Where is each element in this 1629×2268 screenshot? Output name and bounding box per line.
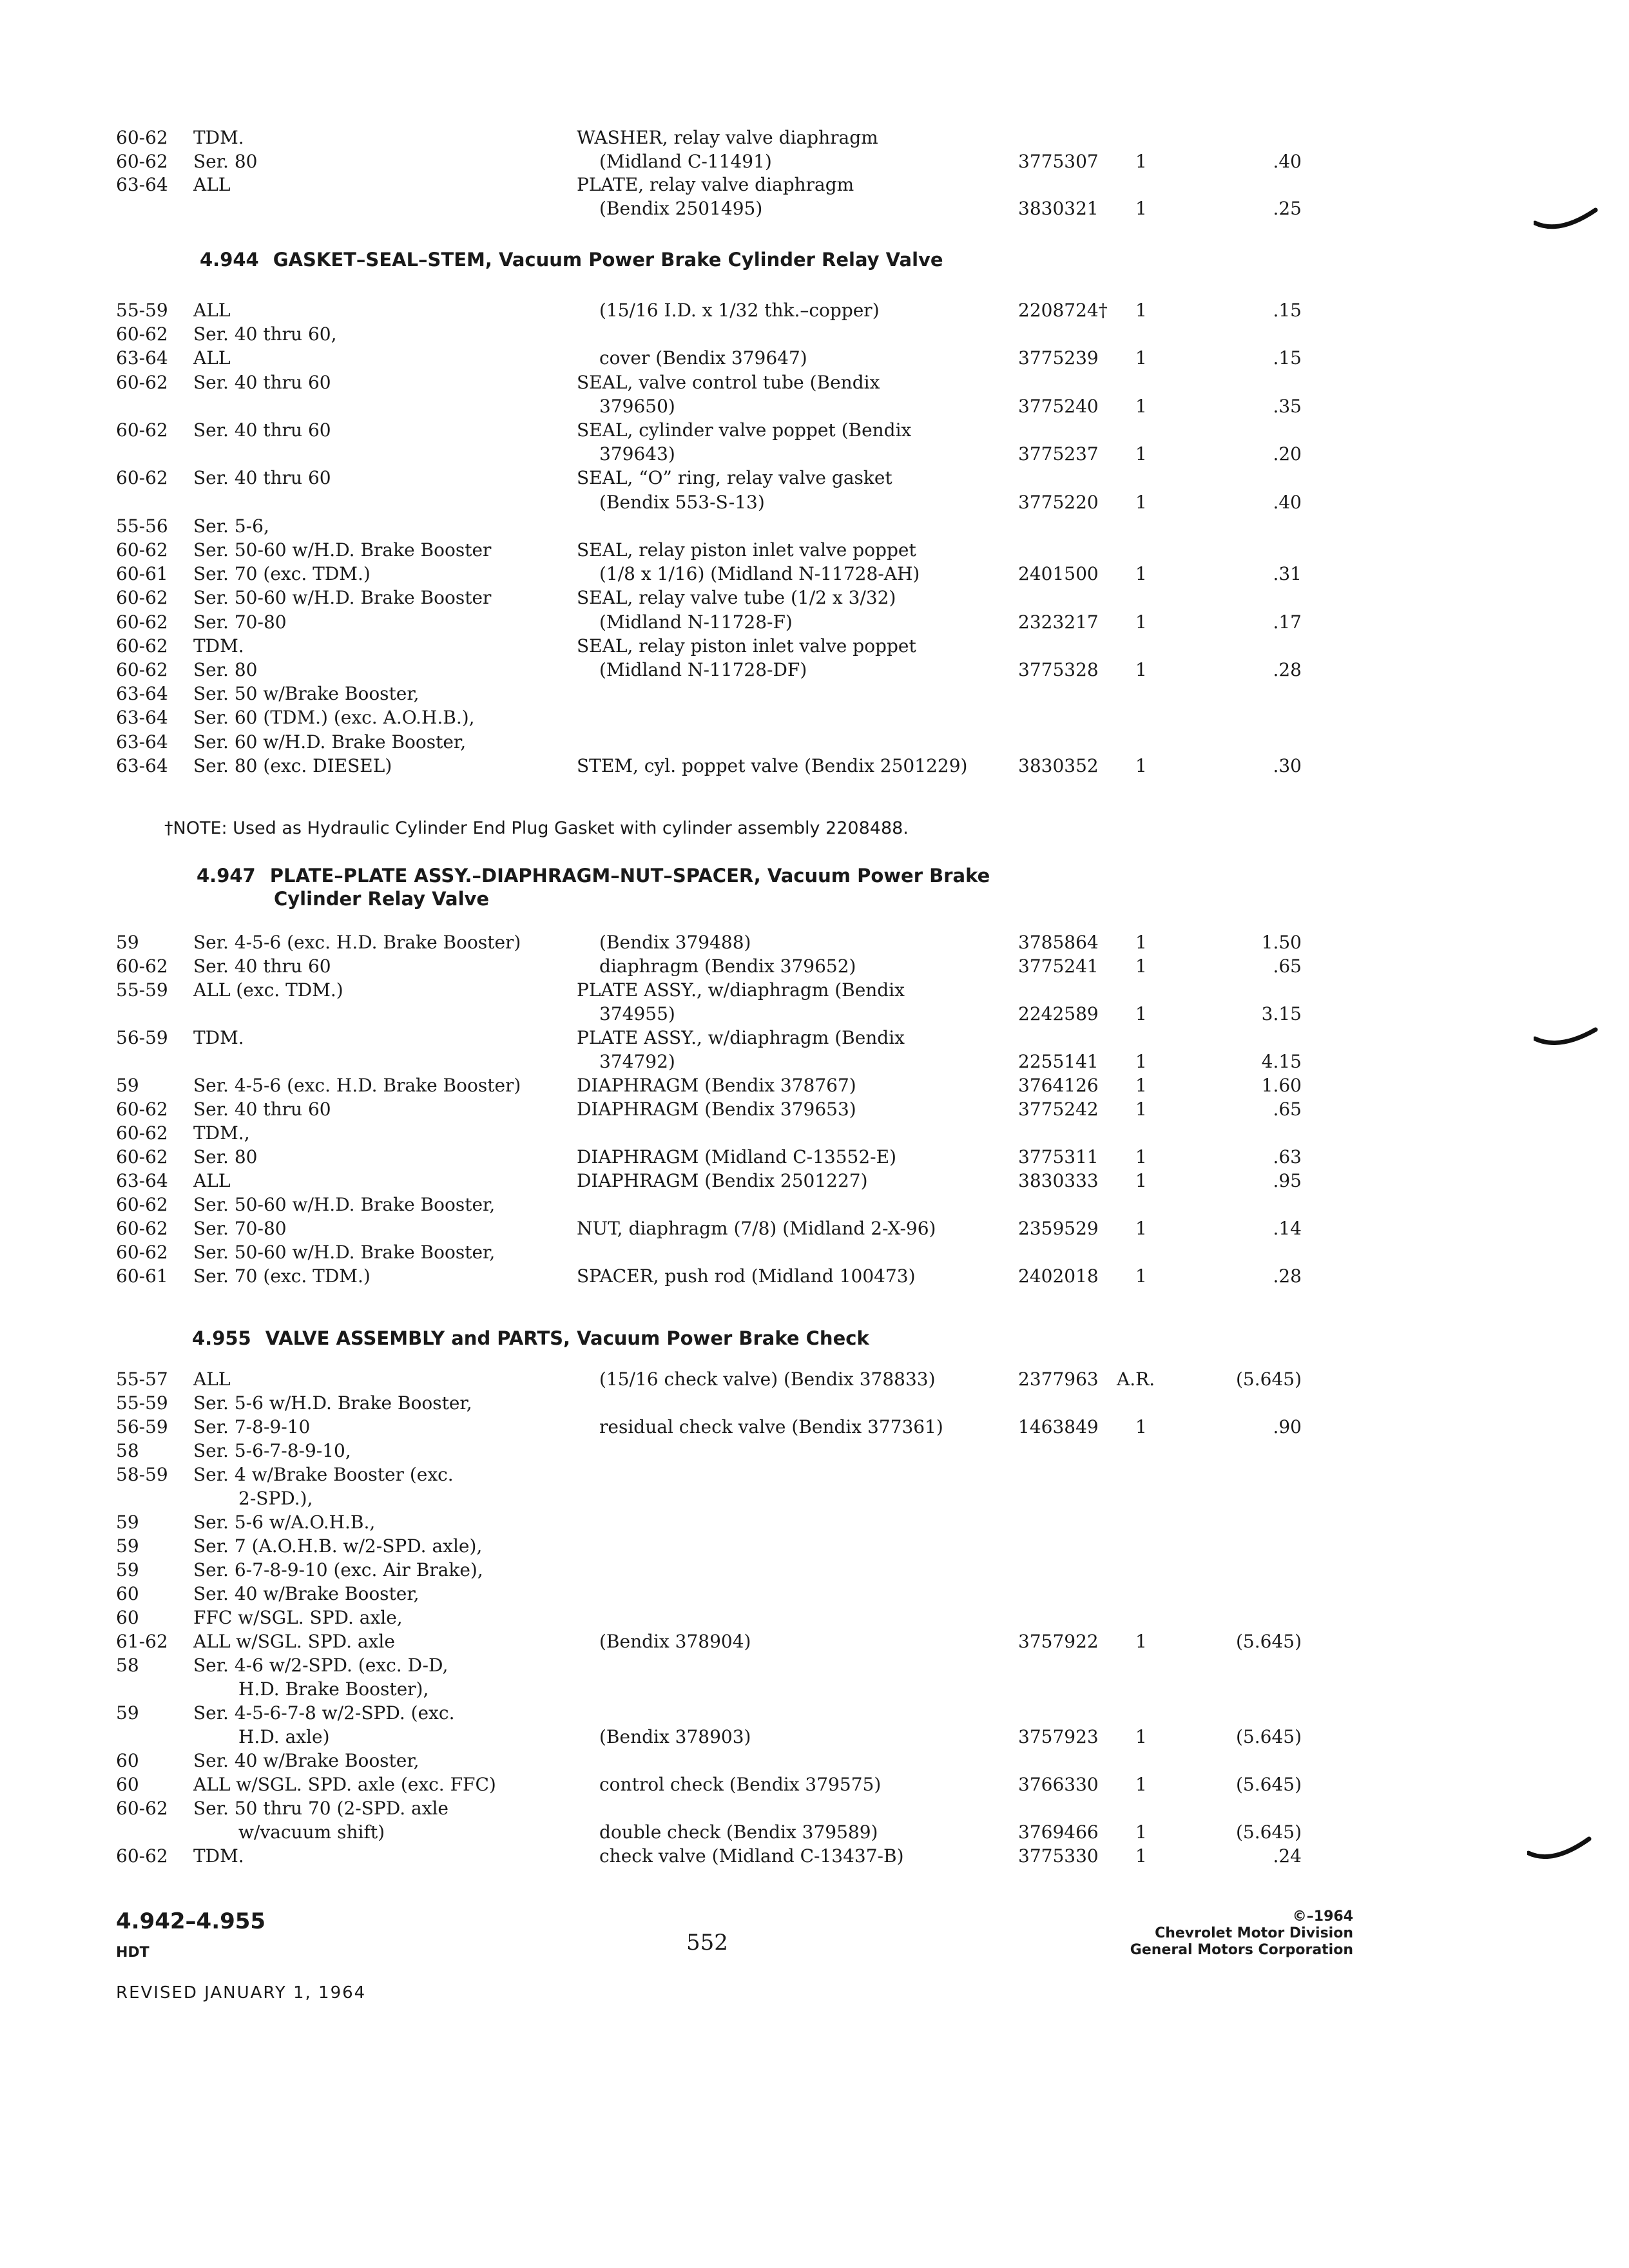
part-description: (Midland N-11728-DF)	[599, 659, 807, 680]
part-description: DIAPHRAGM (Bendix 379653)	[577, 1099, 856, 1120]
copyright-division: Chevrolet Motor Division	[1155, 1925, 1353, 1941]
application: TDM.	[193, 1027, 244, 1048]
model-years: 60-62	[116, 1845, 168, 1867]
application: ALL w/SGL. SPD. axle	[193, 1631, 395, 1652]
part-number: 3775242	[1018, 1099, 1099, 1120]
model-years: 63-64	[116, 174, 168, 195]
model-years: 60-62	[116, 659, 168, 680]
quantity: 1	[1135, 1146, 1147, 1168]
model-years: 59	[116, 1559, 139, 1581]
footnote: †NOTE: Used as Hydraulic Cylinder End Plug Gasket with cylinder assembly 2208488.	[164, 818, 909, 838]
application: ALL	[193, 300, 231, 321]
model-years: 60-62	[116, 1122, 168, 1144]
quantity: 1	[1135, 1170, 1147, 1191]
application: Ser. 50-60 w/H.D. Brake Booster,	[193, 1242, 496, 1263]
price: .30	[1273, 755, 1302, 776]
quantity: 1	[1135, 347, 1147, 369]
application: ALL	[193, 1369, 231, 1390]
part-number: 3764126	[1018, 1075, 1099, 1096]
model-years: 56-59	[116, 1416, 168, 1437]
model-years: 63-64	[116, 683, 168, 704]
part-description: control check (Bendix 379575)	[599, 1774, 882, 1795]
application: Ser. 7-8-9-10	[193, 1416, 311, 1437]
application: Ser. 80	[193, 659, 258, 680]
part-number: 3775241	[1018, 956, 1099, 977]
application: Ser. 4-5-6-7-8 w/2-SPD. (exc.	[193, 1702, 455, 1724]
price: .65	[1273, 1099, 1302, 1120]
application: TDM.	[193, 1845, 244, 1867]
price: 1.50	[1261, 932, 1302, 953]
part-number: 3775328	[1018, 659, 1099, 680]
quantity: 1	[1135, 1774, 1147, 1795]
application: Ser. 4-5-6 (exc. H.D. Brake Booster)	[193, 932, 521, 953]
revision-date: REVISED JANUARY 1, 1964	[116, 1983, 367, 2003]
part-description: SEAL, cylinder valve poppet (Bendix	[577, 419, 912, 441]
model-years: 60	[116, 1750, 139, 1771]
application: Ser. 60 (TDM.) (exc. A.O.H.B.),	[193, 707, 475, 728]
part-description: SPACER, push rod (Midland 100473)	[577, 1265, 916, 1287]
part-number: 3775237	[1018, 443, 1099, 465]
part-number: 3775220	[1018, 492, 1099, 513]
part-number: 3785864	[1018, 932, 1099, 953]
model-years: 60-62	[116, 539, 168, 561]
model-years: 60	[116, 1774, 139, 1795]
part-description: 379650)	[599, 396, 675, 417]
model-years: 60-62	[116, 1798, 168, 1819]
quantity: 1	[1135, 659, 1147, 680]
model-years: 60-62	[116, 956, 168, 977]
quantity: 1	[1135, 1726, 1147, 1747]
part-description: NUT, diaphragm (7/8) (Midland 2-X-96)	[577, 1218, 936, 1239]
price: .17	[1273, 611, 1302, 633]
quantity: 1	[1135, 1099, 1147, 1120]
part-description: (Bendix 2501495)	[599, 198, 763, 219]
model-years: 63-64	[116, 1170, 168, 1191]
model-years: 60-62	[116, 467, 168, 488]
quantity: 1	[1135, 932, 1147, 953]
price: .90	[1273, 1416, 1302, 1437]
application: Ser. 80	[193, 1146, 258, 1168]
part-number: 3775239	[1018, 347, 1099, 369]
application: Ser. 70-80	[193, 611, 287, 633]
quantity: 1	[1135, 1416, 1147, 1437]
model-years: 60-62	[116, 611, 168, 633]
application: Ser. 60 w/H.D. Brake Booster,	[193, 731, 467, 753]
model-years: 63-64	[116, 755, 168, 776]
model-years: 60-62	[116, 419, 168, 441]
price: .14	[1273, 1218, 1302, 1239]
part-number: 2359529	[1018, 1218, 1099, 1239]
price: .63	[1273, 1146, 1302, 1168]
application: H.D. Brake Booster),	[238, 1678, 429, 1700]
part-number: 3757922	[1018, 1631, 1099, 1652]
part-description: SEAL, valve control tube (Bendix	[577, 372, 880, 393]
part-number: 2401500	[1018, 563, 1099, 584]
price: (5.645)	[1235, 1726, 1302, 1747]
model-years: 59	[116, 1075, 139, 1096]
application: Ser. 4-5-6 (exc. H.D. Brake Booster)	[193, 1075, 521, 1096]
part-description: (Bendix 553-S-13)	[599, 492, 765, 513]
quantity: 1	[1135, 1631, 1147, 1652]
application: Ser. 40 thru 60	[193, 467, 331, 488]
price: (5.645)	[1235, 1631, 1302, 1652]
quantity: 1	[1135, 151, 1147, 172]
part-number: 3830321	[1018, 198, 1099, 219]
part-description: PLATE, relay valve diaphragm	[577, 174, 854, 195]
model-years: 55-59	[116, 1392, 168, 1414]
part-description: check valve (Midland C-13437-B)	[599, 1845, 904, 1867]
application: Ser. 5-6 w/H.D. Brake Booster,	[193, 1392, 472, 1414]
part-description: PLATE ASSY., w/diaphragm (Bendix	[577, 979, 905, 1001]
application: Ser. 40 w/Brake Booster,	[193, 1750, 419, 1771]
application: Ser. 5-6 w/A.O.H.B.,	[193, 1512, 376, 1533]
part-description: (Midland C-11491)	[599, 151, 772, 172]
part-description: (15/16 check valve) (Bendix 378833)	[599, 1369, 936, 1390]
model-years: 58	[116, 1655, 139, 1676]
application: 2-SPD.),	[238, 1488, 313, 1509]
part-number: 3775330	[1018, 1845, 1099, 1867]
application: Ser. 70 (exc. TDM.)	[193, 1265, 371, 1287]
model-years: 60-62	[116, 1099, 168, 1120]
part-description: (Bendix 378903)	[599, 1726, 751, 1747]
application: Ser. 50 w/Brake Booster,	[193, 683, 419, 704]
quantity: 1	[1135, 611, 1147, 633]
model-years: 60-62	[116, 1218, 168, 1239]
model-years: 60-62	[116, 635, 168, 657]
model-years: 55-59	[116, 300, 168, 321]
model-years: 56-59	[116, 1027, 168, 1048]
price: (5.645)	[1235, 1369, 1302, 1390]
model-years: 59	[116, 932, 139, 953]
price: .20	[1273, 443, 1302, 465]
part-number: 2255141	[1018, 1051, 1099, 1072]
price: .28	[1273, 1265, 1302, 1287]
quantity: 1	[1135, 755, 1147, 776]
application: Ser. 7 (A.O.H.B. w/2-SPD. axle),	[193, 1535, 483, 1557]
part-description: SEAL, “O” ring, relay valve gasket	[577, 467, 892, 488]
application: ALL	[193, 347, 231, 369]
part-description: diaphragm (Bendix 379652)	[599, 956, 856, 977]
application: TDM.	[193, 127, 244, 148]
price: .31	[1273, 563, 1302, 584]
part-description: 379643)	[599, 443, 675, 465]
application: TDM.,	[193, 1122, 250, 1144]
section-number: 4.944	[200, 249, 259, 271]
part-description: (15/16 I.D. x 1/32 thk.–copper)	[599, 300, 880, 321]
part-number: 2323217	[1018, 611, 1099, 633]
part-description: residual check valve (Bendix 377361)	[599, 1416, 943, 1437]
price: 1.60	[1261, 1075, 1302, 1096]
quantity: 1	[1135, 300, 1147, 321]
model-years: 60-62	[116, 127, 168, 148]
application: ALL w/SGL. SPD. axle (exc. FFC)	[193, 1774, 496, 1795]
part-description: double check (Bendix 379589)	[599, 1821, 878, 1843]
page-number: 552	[686, 1930, 728, 1956]
part-number: 3769466	[1018, 1821, 1099, 1843]
part-description: DIAPHRAGM (Bendix 2501227)	[577, 1170, 868, 1191]
model-years: 60	[116, 1583, 139, 1604]
application: H.D. axle)	[238, 1726, 330, 1747]
price: .95	[1273, 1170, 1302, 1191]
price: .15	[1273, 300, 1302, 321]
quantity: A.R.	[1117, 1369, 1155, 1390]
part-description: 374955)	[599, 1003, 675, 1024]
part-number: 2402018	[1018, 1265, 1099, 1287]
section-range: 4.942–4.955	[116, 1908, 266, 1934]
binder-hole-mark	[1534, 205, 1598, 237]
section-heading-4955	[192, 1326, 869, 1350]
section-number: 4.947	[197, 865, 256, 887]
part-number: 3775307	[1018, 151, 1099, 172]
application: Ser. 40 thru 60	[193, 419, 331, 441]
quantity: 1	[1135, 396, 1147, 417]
application: ALL (exc. TDM.)	[193, 979, 343, 1001]
quantity: 1	[1135, 1821, 1147, 1843]
part-number: 2208724†	[1018, 300, 1108, 321]
application: Ser. 4-6 w/2-SPD. (exc. D-D,	[193, 1655, 448, 1676]
model-years: 55-56	[116, 515, 168, 537]
quantity: 1	[1135, 198, 1147, 219]
part-number: 1463849	[1018, 1416, 1099, 1437]
model-years: 63-64	[116, 707, 168, 728]
application: Ser. 70-80	[193, 1218, 287, 1239]
application: Ser. 6-7-8-9-10 (exc. Air Brake),	[193, 1559, 483, 1581]
quantity: 1	[1135, 1051, 1147, 1072]
price: 4.15	[1261, 1051, 1302, 1072]
price: .40	[1273, 151, 1302, 172]
section-number: 4.955	[192, 1327, 251, 1349]
quantity: 1	[1135, 1003, 1147, 1024]
model-years: 60-62	[116, 587, 168, 608]
copyright-block	[1108, 1908, 1353, 1959]
model-years: 59	[116, 1535, 139, 1557]
application: Ser. 70 (exc. TDM.)	[193, 563, 371, 584]
part-number: 3830333	[1018, 1170, 1099, 1191]
price: .15	[1273, 347, 1302, 369]
model-years: 61-62	[116, 1631, 168, 1652]
price: .65	[1273, 956, 1302, 977]
section-heading-4944	[200, 247, 943, 272]
quantity: 1	[1135, 1218, 1147, 1239]
application: Ser. 80	[193, 151, 258, 172]
part-description: SEAL, relay piston inlet valve poppet	[577, 539, 916, 561]
binder-hole-mark	[1527, 1836, 1592, 1869]
quantity: 1	[1135, 1075, 1147, 1096]
quantity: 1	[1135, 563, 1147, 584]
application: TDM.	[193, 635, 244, 657]
price: 3.15	[1261, 1003, 1302, 1024]
part-description: STEM, cyl. poppet valve (Bendix 2501229)	[577, 755, 968, 776]
price: .35	[1273, 396, 1302, 417]
application: w/vacuum shift)	[238, 1821, 385, 1843]
part-number: 3766330	[1018, 1774, 1099, 1795]
price: (5.645)	[1235, 1821, 1302, 1843]
part-description: DIAPHRAGM (Bendix 378767)	[577, 1075, 856, 1096]
application: Ser. 50 thru 70 (2-SPD. axle	[193, 1798, 449, 1819]
model-years: 60	[116, 1607, 139, 1628]
model-years: 60-62	[116, 151, 168, 172]
series-code: HDT	[116, 1945, 149, 1961]
application: Ser. 40 thru 60,	[193, 323, 337, 345]
model-years: 59	[116, 1702, 139, 1724]
model-years: 58	[116, 1440, 139, 1461]
quantity: 1	[1135, 492, 1147, 513]
part-description: (Bendix 378904)	[599, 1631, 751, 1652]
model-years: 60-62	[116, 1242, 168, 1263]
application: Ser. 40 thru 60	[193, 372, 331, 393]
model-years: 55-59	[116, 979, 168, 1001]
section-title: GASKET–SEAL–STEM, Vacuum Power Brake Cylinder Relay Valve	[273, 249, 943, 271]
model-years: 60-62	[116, 1146, 168, 1168]
application: Ser. 5-6-7-8-9-10,	[193, 1440, 351, 1461]
part-description: WASHER, relay valve diaphragm	[577, 127, 878, 148]
application: Ser. 4 w/Brake Booster (exc.	[193, 1464, 454, 1485]
part-number: 3775240	[1018, 396, 1099, 417]
part-description: (Midland N-11728-F)	[599, 611, 793, 633]
model-years: 55-57	[116, 1369, 168, 1390]
application: ALL	[193, 1170, 231, 1191]
application: Ser. 40 w/Brake Booster,	[193, 1583, 419, 1604]
copyright-year: ©–1964	[1292, 1908, 1353, 1925]
part-description: DIAPHRAGM (Midland C-13552-E)	[577, 1146, 896, 1168]
quantity: 1	[1135, 1265, 1147, 1287]
model-years: 63-64	[116, 731, 168, 753]
part-number: 3757923	[1018, 1726, 1099, 1747]
model-years: 59	[116, 1512, 139, 1533]
model-years: 60-61	[116, 1265, 168, 1287]
binder-hole-mark	[1534, 1024, 1598, 1057]
quantity: 1	[1135, 443, 1147, 465]
application: Ser. 40 thru 60	[193, 1099, 331, 1120]
part-description: SEAL, relay piston inlet valve poppet	[577, 635, 916, 657]
price: .40	[1273, 492, 1302, 513]
application: Ser. 80 (exc. DIESEL)	[193, 755, 392, 776]
application: Ser. 50-60 w/H.D. Brake Booster,	[193, 1194, 496, 1215]
application: ALL	[193, 174, 231, 195]
price: .24	[1273, 1845, 1302, 1867]
price: (5.645)	[1235, 1774, 1302, 1795]
part-number: 3830352	[1018, 755, 1099, 776]
part-description: 374792)	[599, 1051, 675, 1072]
application: Ser. 50-60 w/H.D. Brake Booster	[193, 587, 492, 608]
copyright-corporation: General Motors Corporation	[1130, 1942, 1353, 1958]
part-description: SEAL, relay valve tube (1/2 x 3/32)	[577, 587, 896, 608]
quantity: 1	[1135, 1845, 1147, 1867]
model-years: 60-62	[116, 372, 168, 393]
part-number: 2242589	[1018, 1003, 1099, 1024]
section-heading-4947-line2: Cylinder Relay Valve	[274, 888, 490, 910]
part-number: 3775311	[1018, 1146, 1099, 1168]
model-years: 58-59	[116, 1464, 168, 1485]
part-description: (Bendix 379488)	[599, 932, 751, 953]
model-years: 63-64	[116, 347, 168, 369]
application: FFC w/SGL. SPD. axle,	[193, 1607, 403, 1628]
quantity: 1	[1135, 956, 1147, 977]
part-number: 2377963	[1018, 1369, 1099, 1390]
model-years: 60-62	[116, 323, 168, 345]
model-years: 60-61	[116, 563, 168, 584]
section-title: VALVE ASSEMBLY and PARTS, Vacuum Power Brake Check	[265, 1327, 869, 1349]
application: Ser. 40 thru 60	[193, 956, 331, 977]
application: Ser. 5-6,	[193, 515, 269, 537]
part-description: PLATE ASSY., w/diaphragm (Bendix	[577, 1027, 905, 1048]
section-title: PLATE–PLATE ASSY.–DIAPHRAGM–NUT–SPACER, Vacuum Power Brake	[269, 865, 990, 887]
part-description: (1/8 x 1/16) (Midland N-11728-AH)	[599, 563, 920, 584]
price: .25	[1273, 198, 1302, 219]
part-description: cover (Bendix 379647)	[599, 347, 807, 369]
model-years: 60-62	[116, 1194, 168, 1215]
application: Ser. 50-60 w/H.D. Brake Booster	[193, 539, 492, 561]
section-heading-4947	[197, 863, 990, 888]
price: .28	[1273, 659, 1302, 680]
